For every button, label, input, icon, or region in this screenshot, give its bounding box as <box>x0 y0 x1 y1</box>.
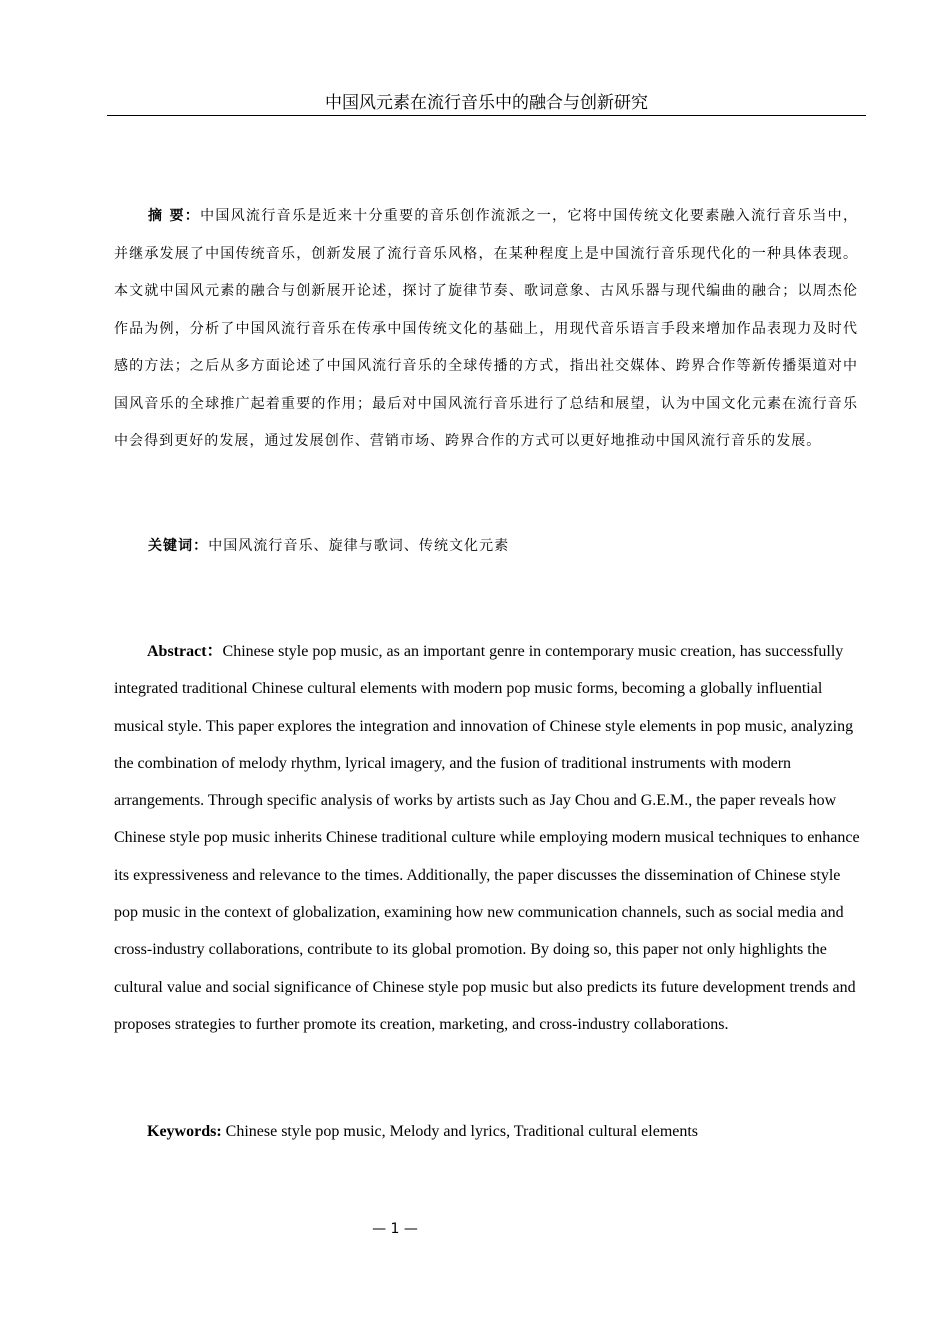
english-keywords-text: Chinese style pop music, Melody and lyrics, Traditional cultural elements <box>221 1123 699 1140</box>
chinese-abstract-label: 摘 要： <box>148 208 201 224</box>
english-abstract-text: Chinese style pop music, as an important genre in contemporary music creation, has successfully integrated traditional Chinese cultural elements with modern pop music forms, becoming a globally influential musical style. This paper explores the integration and innovation of Chinese style elements in pop music, analyzing the combination of melody rhythm, lyrical imagery, and the fusion of traditional instruments with modern arrangements. Through specific analysis of works by artists such as Jay Chou and G.E.M., the paper reveals how Chinese style pop music inherits Chinese traditional culture while employing modern musical techniques to enhance its expressiveness and relevance to the times. Additionally, the paper discusses the dissemination of Chinese style pop music in the context of globalization, examining how new communication channels, such as social media and cross-industry collaborations, contribute to its global promotion. By doing so, this paper not only highlights the cultural value and social significance of Chinese style pop music but also predicts its future development trends and proposes strategies to further promote its creation, marketing, and cross-industry collaborations. <box>114 643 860 1033</box>
english-keywords <box>114 1113 862 1150</box>
running-header-title: 中国风元素在流行音乐中的融合与创新研究 <box>325 93 648 113</box>
chinese-keywords-text: 中国风流行音乐、旋律与歌词、传统文化元素 <box>208 538 510 554</box>
chinese-abstract <box>114 198 858 461</box>
chinese-keywords <box>114 528 858 566</box>
english-abstract <box>114 633 862 1043</box>
chinese-keywords-label: 关键词： <box>148 538 209 554</box>
english-keywords-label: Keywords: <box>147 1123 222 1140</box>
header-divider <box>107 115 866 116</box>
english-abstract-label: Abstract： <box>147 643 223 660</box>
page-number: — 1 — <box>372 1221 418 1237</box>
chinese-abstract-text: 中国风流行音乐是近来十分重要的音乐创作流派之一，它将中国传统文化要素融入流行音乐当中，并继承发展了中国传统音乐，创新发展了流行音乐风格，在某种程度上是中国流行音乐现代化的一种具体表现。本文就中国风元素的融合与创新展开论述，探讨了旋律节奏、歌词意象、古风乐器与现代编曲的融合；以周杰伦作品为例，分析了中国风流行音乐在传承中国传统文化的基础上，用现代音乐语言手段来增加作品表现力及时代感的方法；之后从多方面论述了中国风流行音乐的全球传播的方式，指出社交媒体、跨界合作等新传播渠道对中国风音乐的全球推广起着重要的作用；最后对中国风流行音乐进行了总结和展望，认为中国文化元素在流行音乐中会得到更好的发展，通过发展创作、营销市场、跨界合作的方式可以更好地推动中国风流行音乐的发展。 <box>114 208 858 449</box>
